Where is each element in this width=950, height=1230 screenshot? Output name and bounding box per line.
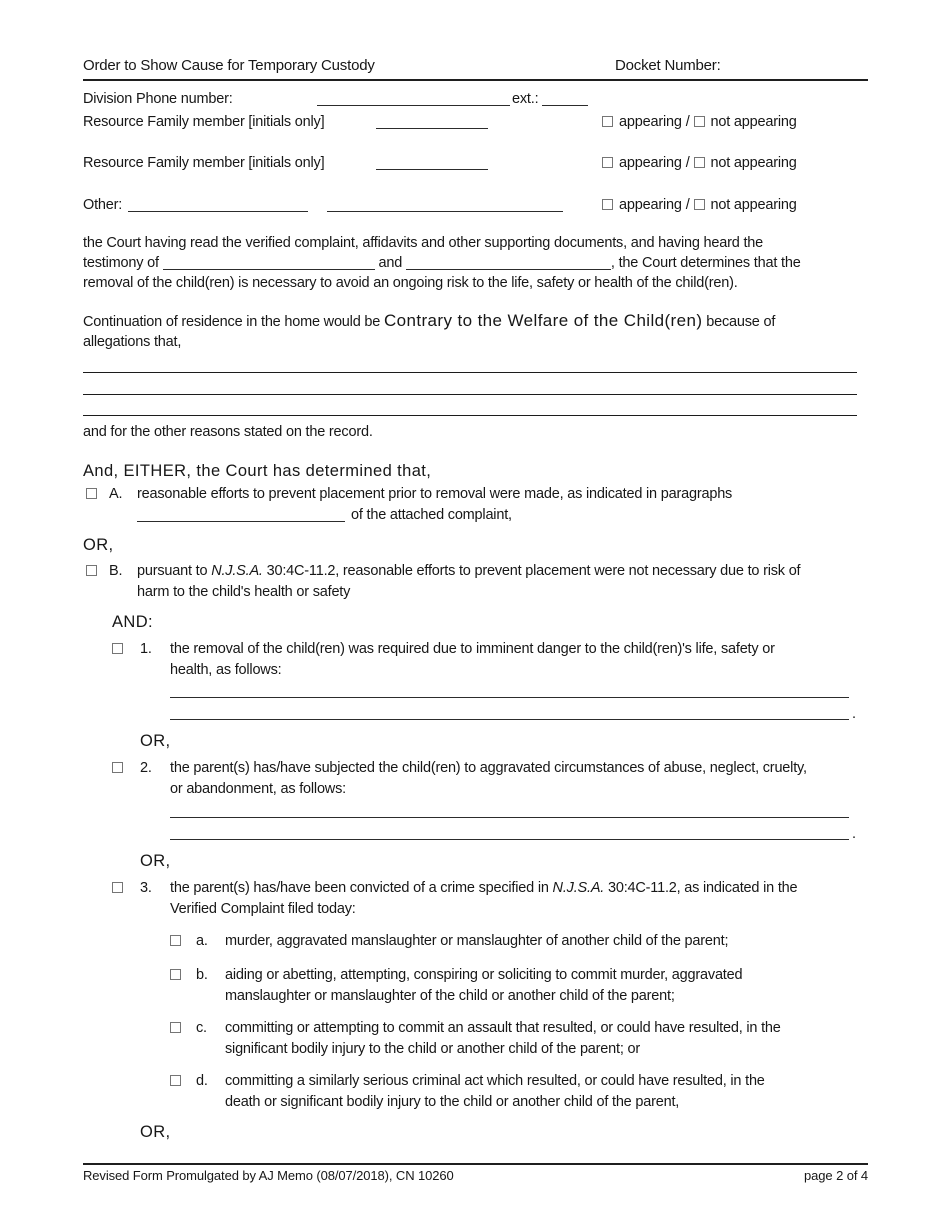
crime-c-line2: significant bodily injury to the child or another child of the parent; or — [225, 1041, 641, 1057]
numbered-item-3 — [112, 878, 868, 920]
appearance-separator-3: / — [685, 197, 690, 213]
contrary-welfare-paragraph — [83, 312, 868, 352]
crime-a-checkbox[interactable] — [170, 935, 181, 946]
item-1-details-input-1[interactable] — [170, 681, 849, 698]
ext-input[interactable] — [542, 92, 588, 106]
contrary-tail: because of — [702, 314, 776, 330]
resource-family-1-initials-input[interactable] — [376, 115, 488, 129]
not-appearing-checkbox-3[interactable] — [694, 199, 705, 210]
option-b-item — [83, 561, 868, 603]
option-a-letter: A. — [109, 486, 123, 502]
footer-form-info: Revised Form Promulgated by AJ Memo (08/07/2018), CN 10260 — [83, 1168, 454, 1183]
option-a-line1: reasonable efforts to prevent placement prior to removal were made, as indicated in paragraphs — [137, 486, 733, 502]
crime-b-letter: b. — [196, 967, 208, 983]
division-phone-row — [83, 89, 868, 109]
crime-d-line1: committing a similarly serious criminal act which resulted, or could have resulted, in the — [225, 1073, 765, 1089]
allegations-input-line-3[interactable] — [83, 395, 857, 416]
division-phone-input[interactable] — [317, 92, 510, 106]
crime-d-line2: death or significant bodily injury to the child or another child of the parent, — [225, 1094, 680, 1110]
option-a-line2: of the attached complaint, — [351, 507, 512, 523]
option-b-statute-citation: N.J.S.A. — [211, 563, 263, 579]
contrary-line2: allegations that, — [83, 334, 182, 350]
form-title: Order to Show Cause for Temporary Custody — [83, 57, 375, 74]
item-3-checkbox[interactable] — [112, 882, 123, 893]
resource-family-row-1 — [83, 112, 868, 132]
item-1-line2: health, as follows: — [170, 662, 282, 678]
division-phone-label: Division Phone number: — [83, 91, 233, 107]
crime-d-checkbox[interactable] — [170, 1075, 181, 1086]
item-2-details-input-1[interactable] — [170, 800, 849, 818]
resource-family-row-2 — [83, 153, 868, 173]
option-b-line2: harm to the child's health or safety — [137, 584, 351, 600]
option-b-line1-pre: pursuant to — [137, 563, 212, 579]
option-a-checkbox[interactable] — [86, 488, 97, 499]
resource-family-2-initials-input[interactable] — [376, 156, 488, 170]
item-1-details-input-2[interactable] — [170, 698, 849, 720]
item-3-text — [170, 878, 868, 920]
crime-option-b — [170, 965, 868, 1007]
crime-b-line2: manslaughter or manslaughter of the child or another child of the parent; — [225, 988, 675, 1004]
page-footer — [83, 1163, 868, 1184]
other-appearance — [602, 195, 797, 215]
appearance-separator-2: / — [685, 155, 690, 171]
item-1-checkbox[interactable] — [112, 643, 123, 654]
allegations-input-line-1[interactable] — [83, 352, 857, 373]
item-3-line1-pre: the parent(s) has/have been convicted of a crime specified in — [170, 880, 553, 896]
item-2-line1: the parent(s) has/have subjected the child(ren) to aggravated circumstances of abuse, neglect, cruelty, — [170, 760, 807, 776]
record-note: and for the other reasons stated on the record. — [83, 424, 373, 440]
testimony-name-input-1[interactable] — [163, 256, 375, 270]
item-2-details-row-2 — [170, 818, 868, 840]
paragraphs-reference-input[interactable] — [137, 508, 345, 522]
header-rule — [83, 79, 868, 81]
crime-c-text — [225, 1018, 845, 1060]
option-b-letter: B. — [109, 563, 123, 579]
appearing-label-3: appearing — [619, 197, 682, 213]
crime-b-checkbox[interactable] — [170, 969, 181, 980]
allegations-input-line-2[interactable] — [83, 373, 857, 395]
option-b-checkbox[interactable] — [86, 565, 97, 576]
crime-option-a — [170, 931, 868, 952]
court-paragraph-line1: the Court having read the verified complaint, affidavits and other supporting documents, and having heard the — [83, 235, 764, 251]
resource-family-2-label: Resource Family member [initials only] — [83, 155, 325, 171]
and-heading: AND: — [112, 613, 154, 631]
or-heading-3: OR, — [140, 852, 171, 870]
appearing-label-1: appearing — [619, 114, 682, 130]
item-1-details-row-1 — [170, 681, 868, 698]
item-3-line2: Verified Complaint filed today: — [170, 901, 356, 917]
not-appearing-checkbox-2[interactable] — [694, 157, 705, 168]
page-header — [83, 57, 868, 75]
option-b-text — [137, 561, 868, 603]
not-appearing-label-3: not appearing — [710, 197, 797, 213]
contrary-emphasis: Contrary to the Welfare of the Child(ren) — [383, 311, 703, 330]
appearing-checkbox-2[interactable] — [602, 157, 613, 168]
appearance-separator-1: / — [685, 114, 690, 130]
item-1-text — [170, 639, 868, 681]
crime-a-letter: a. — [196, 933, 208, 949]
or-heading-1: OR, — [83, 536, 114, 554]
court-paragraph-line2-post: , the Court determines that the — [610, 255, 801, 271]
crime-option-d — [170, 1071, 868, 1113]
item-3-number: 3. — [140, 880, 152, 896]
resource-family-1-label: Resource Family member [initials only] — [83, 114, 325, 130]
crime-d-text — [225, 1071, 845, 1113]
other-name-input-2[interactable] — [327, 198, 563, 212]
footer-page-number: page 2 of 4 — [804, 1168, 868, 1183]
other-row — [83, 195, 868, 215]
ext-label: ext.: — [512, 91, 539, 107]
item-3-statute-citation: N.J.S.A. — [552, 880, 605, 896]
other-name-input-1[interactable] — [128, 198, 308, 212]
numbered-item-1 — [112, 639, 868, 681]
option-a-text — [137, 484, 868, 526]
testimony-name-input-2[interactable] — [406, 256, 611, 270]
court-paragraph-line2-mid: and — [378, 255, 403, 271]
item-1-line1: the removal of the child(ren) was required due to imminent danger to the child(ren)'s life, safety or — [170, 641, 775, 657]
not-appearing-label-2: not appearing — [710, 155, 797, 171]
crime-b-line1: aiding or abetting, attempting, conspiring or soliciting to commit murder, aggravated — [225, 967, 743, 983]
item-1-number: 1. — [140, 641, 152, 657]
crime-a-line1: murder, aggravated manslaughter or manslaughter of another child of the parent; — [225, 933, 729, 949]
or-heading-2: OR, — [140, 732, 171, 750]
appearing-label-2: appearing — [619, 155, 682, 171]
court-paragraph-line3: removal of the child(ren) is necessary to avoid an ongoing risk to the life, safety or health of the child(ren). — [83, 275, 738, 291]
other-label: Other: — [83, 197, 123, 213]
appearing-checkbox-1[interactable] — [602, 116, 613, 127]
crime-a-text — [225, 931, 845, 952]
numbered-item-2 — [112, 758, 868, 800]
item-2-details-row-1 — [170, 800, 868, 818]
not-appearing-checkbox-1[interactable] — [694, 116, 705, 127]
either-heading: And, EITHER, the Court has determined that, — [83, 462, 432, 480]
crime-c-line1: committing or attempting to commit an assault that resulted, or could have resulted, in the — [225, 1020, 781, 1036]
crime-c-checkbox[interactable] — [170, 1022, 181, 1033]
item-1-period: . — [852, 706, 856, 722]
docket-number-label: Docket Number: — [615, 57, 721, 74]
item-2-number: 2. — [140, 760, 152, 776]
item-1-details-row-2 — [170, 698, 868, 720]
not-appearing-label-1: not appearing — [710, 114, 797, 130]
item-2-checkbox[interactable] — [112, 762, 123, 773]
option-a-item — [83, 484, 868, 526]
item-2-text — [170, 758, 868, 800]
item-3-line1-post: 30:4C-11.2, as indicated in the — [604, 880, 798, 896]
contrary-lead: Continuation of residence in the home would be — [83, 314, 384, 330]
resource-family-1-appearance — [602, 112, 797, 132]
option-b-line1-post: 30:4C-11.2, reasonable efforts to prevent placement were not necessary due to risk of — [262, 563, 801, 579]
crime-b-text — [225, 965, 845, 1007]
appearing-checkbox-3[interactable] — [602, 199, 613, 210]
item-2-details-input-2[interactable] — [170, 818, 849, 840]
resource-family-2-appearance — [602, 153, 797, 173]
item-2-line2: or abandonment, as follows: — [170, 781, 346, 797]
crime-d-letter: d. — [196, 1073, 208, 1089]
item-2-period: . — [852, 826, 856, 842]
or-heading-4: OR, — [140, 1123, 171, 1141]
court-paragraph-line2-pre: testimony of — [83, 255, 159, 271]
crime-option-c — [170, 1018, 868, 1060]
court-findings-paragraph — [83, 233, 868, 293]
crime-c-letter: c. — [196, 1020, 207, 1036]
